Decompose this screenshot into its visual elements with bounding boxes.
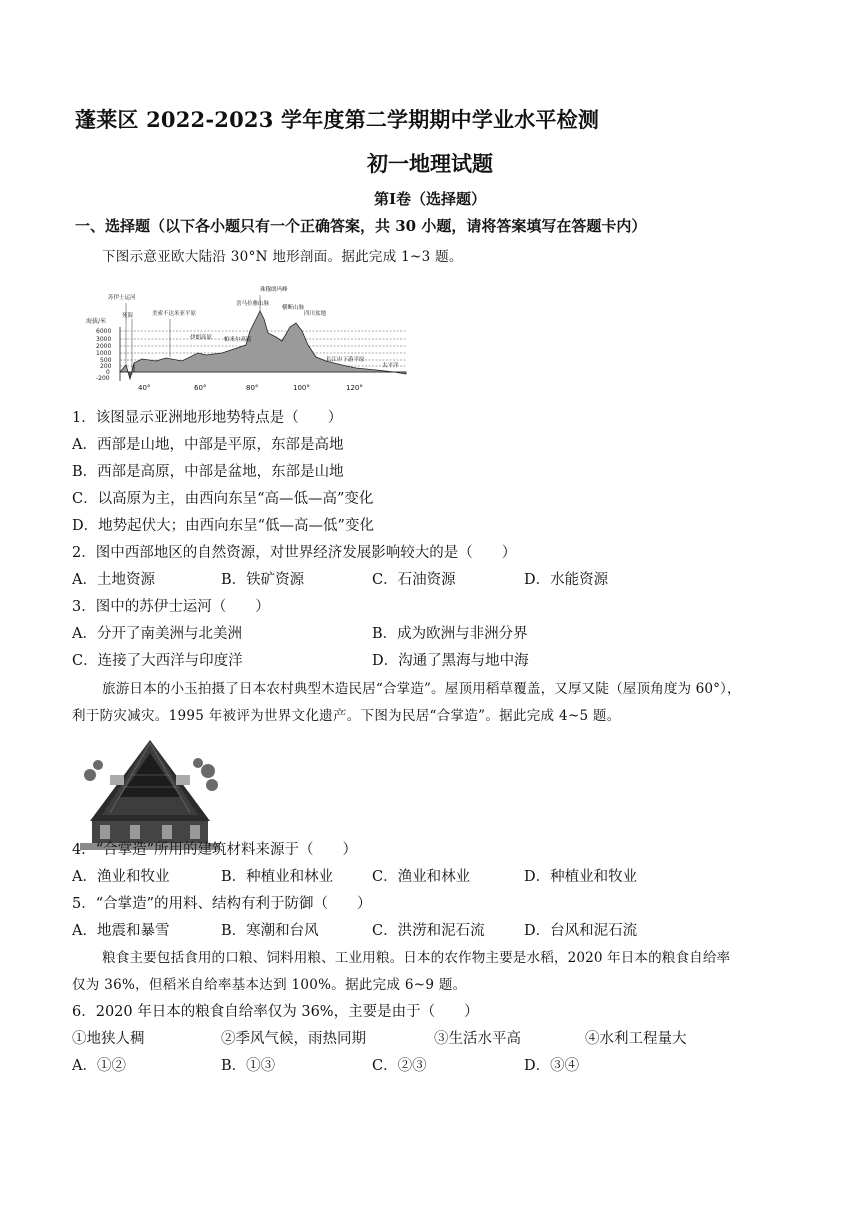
q2-option-d[interactable]: D．水能资源	[524, 572, 609, 588]
q6-option-c[interactable]: C．②③	[372, 1058, 427, 1074]
q2-option-c[interactable]: C．石油资源	[372, 572, 456, 588]
intro-q4-5-line1: 旅游日本的小玉拍摄了日本农村典型木造民居“合掌造”。屋顶用稻草覆盖，又厚又陡（屋顶角度为 60°），	[102, 681, 741, 697]
intro-q1-3: 下图示意亚欧大陆沿 30°N 地形剖面。据此完成 1~3 题。	[102, 249, 463, 265]
x-tick: 60°	[194, 384, 207, 392]
part-heading: 第Ⅰ卷（选择题）	[373, 190, 487, 208]
q1-option-d[interactable]: D．地势起伏大；由西向东呈“低—高—低”变化	[72, 518, 374, 534]
x-tick: 120°	[346, 384, 363, 392]
q3-option-a[interactable]: A．分开了南美洲与北美洲	[72, 626, 242, 642]
q4-option-b[interactable]: B．种植业和林业	[221, 869, 334, 885]
q6-item-4: ④水利工程量大	[585, 1031, 687, 1047]
q4-option-c[interactable]: C．渔业和林业	[372, 869, 471, 885]
q1-stem: 1．该图显示亚洲地形地势特点是（ ）	[72, 410, 343, 426]
label-yangtze-plain: 长江中下游平原	[326, 357, 365, 363]
y-tick: 0	[106, 369, 110, 376]
label-everest: 珠穆朗玛峰	[260, 287, 288, 293]
y-tick: 1000	[96, 350, 112, 357]
q1-option-a[interactable]: A．西部是山地，中部是平原，东部是高地	[72, 437, 344, 453]
q1-option-b[interactable]: B．西部是高原，中部是盆地，东部是山地	[72, 464, 344, 480]
q4-option-d[interactable]: D．种植业和牧业	[524, 869, 638, 885]
y-tick: 3000	[96, 336, 112, 343]
q3-stem: 3．图中的苏伊士运河（ ）	[72, 599, 270, 615]
label-mesopotamia: 美索不达米亚平原	[152, 311, 197, 317]
label-pamir: 帕米尔高原	[224, 337, 252, 343]
label-pacific: 太平洋	[382, 363, 399, 369]
q5-option-b[interactable]: B．寒潮和台风	[221, 923, 319, 939]
x-tick: 100°	[293, 384, 310, 392]
q5-option-a[interactable]: A．地震和暴雪	[72, 923, 170, 939]
q6-option-a[interactable]: A．①②	[72, 1058, 126, 1074]
label-sichuan: 四川盆地	[304, 311, 327, 317]
q3-option-c[interactable]: C．连接了大西洋与印度洋	[72, 653, 243, 669]
x-tick: 80°	[246, 384, 259, 392]
exam-subtitle: 初一地理试题	[367, 151, 493, 176]
label-suez: 苏伊士运河	[108, 295, 136, 301]
q5-option-d[interactable]: D．台风和泥石流	[524, 923, 638, 939]
y-tick: 200	[100, 363, 112, 370]
q6-option-d[interactable]: D．③④	[524, 1058, 580, 1074]
y-tick: -200	[96, 375, 110, 382]
label-dead-sea: 死海	[122, 313, 134, 319]
q6-stem: 6．2020 年日本的粮食自给率仅为 36%，主要是由于（ ）	[72, 1004, 479, 1020]
intro-q6-9-line2: 仅为 36%，但稻米自给率基本达到 100%。据此完成 6~9 题。	[72, 977, 467, 993]
q6-option-b[interactable]: B．①③	[221, 1058, 276, 1074]
q2-stem: 2．图中西部地区的自然资源，对世界经济发展影响较大的是（ ）	[72, 545, 517, 561]
intro-q6-9-line1: 粮食主要包括食用的口粮、饲料用粮、工业用粮。日本的农作物主要是水稻，2020 年日本的粮食自给率	[102, 950, 731, 966]
q5-stem: 5．“合掌造”的用料、结构有利于防御（ ）	[72, 896, 372, 912]
y-tick: 2000	[96, 343, 112, 350]
q1-option-c[interactable]: C．以高原为主，由西向东呈“高—低—高”变化	[72, 491, 374, 507]
y-tick: 500	[100, 357, 112, 364]
q5-option-c[interactable]: C．洪涝和泥石流	[372, 923, 485, 939]
exam-title: 蓬莱区 2022-2023 学年度第二学期期中学业水平检测	[75, 107, 600, 132]
q3-option-d[interactable]: D．沟通了黑海与地中海	[372, 653, 529, 669]
label-iran-plateau: 伊朗高原	[190, 335, 213, 341]
section-heading: 一、选择题（以下各小题只有一个正确答案，共 30 小题，请将答案填写在答题卡内）	[75, 217, 647, 235]
q4-option-a[interactable]: A．渔业和牧业	[72, 869, 170, 885]
q4-stem: 4．“合掌造”所用的建筑材料来源于（ ）	[72, 842, 358, 858]
label-hengduan: 横断山脉	[282, 305, 305, 311]
q6-item-3: ③生活水平高	[434, 1031, 521, 1047]
intro-q4-5-line2: 利于防灾减灾。1995 年被评为世界文化遗产。下图为民居“合掌造”。据此完成 4~5 题。	[72, 708, 621, 724]
gassho-house-photo	[80, 735, 220, 850]
q6-item-1: ①地狭人稠	[72, 1031, 145, 1047]
q2-option-b[interactable]: B．铁矿资源	[221, 572, 305, 588]
q6-item-2: ②季风气候，雨热同期	[221, 1031, 366, 1047]
y-axis-title: 海拔/米	[86, 318, 107, 325]
y-tick: 6000	[96, 328, 112, 335]
terrain-profile-figure	[86, 275, 411, 393]
q3-option-b[interactable]: B．成为欧洲与非洲分界	[372, 626, 528, 642]
q2-option-a[interactable]: A．土地资源	[72, 572, 155, 588]
label-himalaya: 喜马拉雅山脉	[236, 301, 270, 307]
x-tick: 40°	[138, 384, 151, 392]
